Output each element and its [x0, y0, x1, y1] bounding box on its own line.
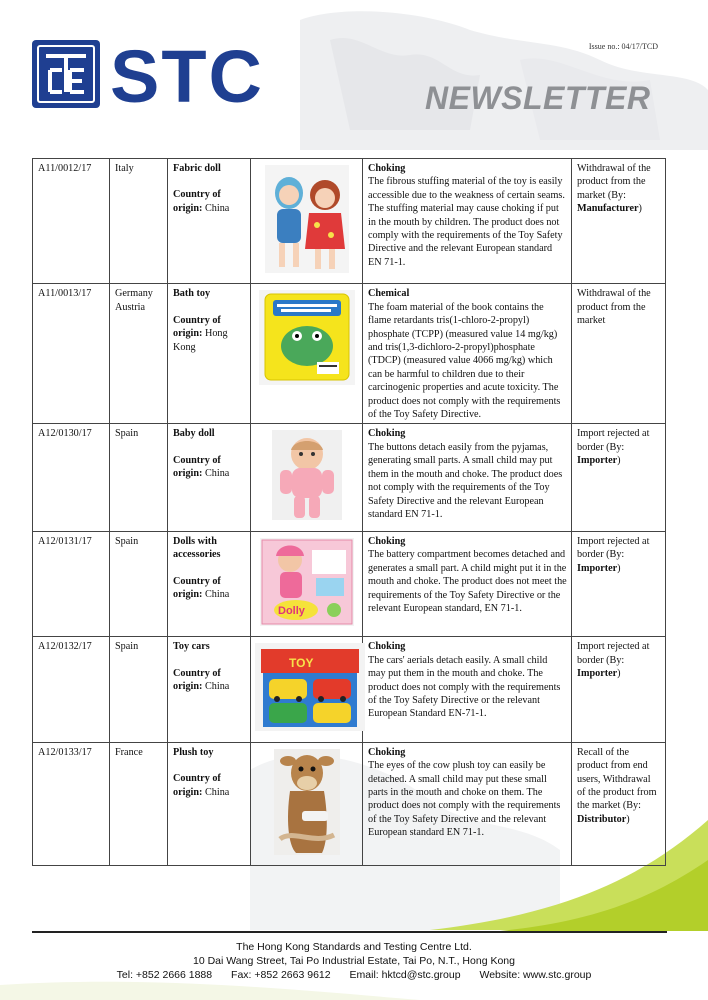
origin-line — [173, 314, 246, 354]
product-cell — [168, 159, 251, 284]
product-cell — [168, 531, 251, 636]
reference-number: A11/0012/17 — [33, 159, 110, 284]
measure-text: Import rejected at border (By: — [577, 535, 650, 561]
measure-text: Withdrawal of the product from the market — [577, 288, 651, 327]
origin-line — [173, 188, 246, 215]
reference-number: A12/0130/17 — [33, 424, 110, 531]
origin-line — [173, 575, 246, 602]
footer-address: 10 Dai Wang Street, Tai Po Industrial Estate, Tai Po, N.T., Hong Kong — [193, 955, 515, 967]
reference-number: A12/0132/17 — [33, 637, 110, 742]
measure-end: ) — [638, 203, 642, 215]
measure-end: ) — [617, 562, 621, 574]
product-image-cell — [251, 159, 363, 284]
svg-text:TOY: TOY — [289, 656, 314, 671]
risk-cell — [363, 424, 572, 531]
table-row — [33, 742, 666, 865]
notifying-country: Italy — [110, 159, 168, 284]
table-row — [33, 637, 666, 742]
measure-by: Importer — [577, 455, 618, 467]
bath-book-image — [259, 290, 355, 389]
origin-line — [173, 454, 246, 481]
origin-label: Country of origin: — [173, 667, 221, 693]
footer-contacts — [0, 968, 708, 982]
notifying-country: Germany Austria — [110, 284, 168, 424]
origin-label: Country of origin: — [173, 773, 221, 798]
product-name: Dolls with accessories — [173, 535, 221, 561]
newsletter-title: NEWSLETTER — [425, 80, 651, 116]
measure-cell — [572, 159, 666, 284]
baby-doll-image — [272, 430, 342, 524]
footer-divider — [32, 931, 667, 933]
table-row — [33, 424, 666, 531]
risk-cell — [363, 284, 572, 424]
product-cell — [168, 284, 251, 424]
reference-number: A11/0013/17 — [33, 284, 110, 424]
risk-type: Choking — [368, 428, 406, 440]
measure-end: ) — [617, 455, 621, 467]
notifying-country: Spain — [110, 637, 168, 742]
origin-country: Hong Kong — [173, 328, 228, 353]
measure-cell — [572, 531, 666, 636]
fabric-dolls-image — [265, 165, 349, 277]
svg-text:Dolly: Dolly — [277, 604, 305, 617]
issue-number: Issue no.: 04/17/TCD — [588, 42, 658, 51]
origin-country: China — [204, 468, 230, 480]
measure-text: Withdrawal of the product from the market (By: — [577, 163, 651, 201]
measure-text: Recall of the product from end users, Withdrawal of the product from the market (By: — [577, 746, 657, 812]
product-name: Plush toy — [173, 746, 214, 758]
table-row — [33, 284, 666, 424]
origin-country: China — [204, 681, 230, 693]
origin-country: China — [204, 589, 230, 601]
risk-description: The fibrous stuffing material of the toy is easily accessible due to the weakness of certain seams. The stuffing material may cause choking if put in the mouth by children. The product does not comply with the requirements of the Toy Safety Directive and the relevant European standard EN 71-1. — [368, 176, 565, 268]
risk-cell — [363, 742, 572, 865]
product-name: Fabric doll — [173, 163, 221, 174]
table-row — [33, 159, 666, 284]
product-image-cell — [251, 742, 363, 865]
footer — [0, 940, 708, 982]
measure-cell — [572, 284, 666, 424]
origin-label: Country of origin: — [173, 575, 221, 601]
product-name: Bath toy — [173, 288, 211, 300]
measure-cell — [572, 424, 666, 531]
notifying-country: Spain — [110, 424, 168, 531]
risk-type: Choking — [368, 535, 406, 547]
risk-cell — [363, 531, 572, 636]
stc-logo — [32, 40, 294, 108]
recall-table — [32, 158, 666, 866]
measure-text: Import rejected at border (By: — [577, 641, 650, 666]
origin-country: China — [204, 202, 230, 214]
risk-type: Chemical — [368, 288, 410, 300]
doll-set-image — [260, 538, 354, 630]
product-image-cell — [251, 284, 363, 424]
product-cell — [168, 637, 251, 742]
footer-company: The Hong Kong Standards and Testing Centre Ltd. — [236, 941, 472, 953]
reference-number: A12/0131/17 — [33, 531, 110, 636]
risk-description: The cars' aerials detach easily. A small child may put them in the mouth and choke. The product does not comply with the requirements of the Toy Safety Directive or the relevant European Standard EN-71-1. — [368, 654, 561, 720]
product-image-cell — [251, 424, 363, 531]
risk-cell — [363, 637, 572, 742]
risk-description: The buttons detach easily from the pyjamas, generating small parts. A small child may put them in the mouth and choke. The product does not comply with the requirements of the Toy Safety Directive and the relevant European standard EN 71-1. — [368, 441, 563, 520]
plush-cow-image — [274, 749, 340, 859]
footer-fax: Fax: +852 2663 9612 — [231, 969, 331, 981]
toy-cars-image — [255, 643, 365, 735]
measure-cell — [572, 637, 666, 742]
notifying-country: France — [110, 742, 168, 865]
logo-text: STC — [110, 40, 264, 108]
origin-label: Country of origin: — [173, 189, 221, 214]
measure-end: ) — [626, 813, 630, 825]
measure-cell — [572, 742, 666, 865]
table-row — [33, 531, 666, 636]
risk-description: The foam material of the book contains the flame retardants tris(1-chloro-2-propyl) phosphate (TCPP) (measured value 14 mg/kg) and tris(1,3-dichloro-2-propyl)phosphate (TDCP) (measured value 4066 mg/kg) which can be harmful to children due to their carcinogenic properties and acute toxicity. The product does not comply with the requirements of the Toy Safety Directive. — [368, 301, 561, 421]
risk-description: The eyes of the cow plush toy can easily be detached. A small child may put these small parts in the mouth and choke on them. The product does not comply with the requirements of the Toy Safety Directive and the relevant European standard EN 71-1. — [368, 760, 561, 839]
footer-website[interactable]: Website: www.stc.group — [479, 969, 592, 981]
origin-label: Country of origin: — [173, 314, 221, 340]
risk-type: Choking — [368, 641, 406, 653]
risk-type: Choking — [368, 746, 406, 758]
footer-tel: Tel: +852 2666 1888 — [116, 969, 213, 981]
measure-by: Distributor — [577, 813, 627, 825]
product-name: Baby doll — [173, 428, 215, 440]
reference-number: A12/0133/17 — [33, 742, 110, 865]
measure-by: Importer — [577, 668, 618, 680]
product-image-cell — [251, 531, 363, 636]
risk-description: The battery compartment becomes detached and generates a small part. A child might put it in the mouth and choke. The product does not meet the requirements of the Toy Safety Directive or the relevant European standard, EN 71-1. — [368, 549, 567, 614]
risk-type: Choking — [368, 163, 406, 174]
product-name: Toy cars — [173, 641, 210, 653]
origin-label: Country of origin: — [173, 454, 221, 480]
origin-line — [173, 772, 246, 799]
origin-line — [173, 667, 246, 694]
notifying-country: Spain — [110, 531, 168, 636]
measure-end: ) — [617, 668, 621, 680]
product-cell — [168, 424, 251, 531]
measure-by: Importer — [577, 562, 618, 574]
origin-country: China — [204, 786, 230, 798]
risk-cell — [363, 159, 572, 284]
measure-text: Import rejected at border (By: — [577, 428, 650, 453]
product-image-cell — [251, 637, 363, 742]
product-cell — [168, 742, 251, 865]
footer-email[interactable]: Email: hktcd@stc.group — [349, 969, 461, 981]
measure-by: Manufacturer — [577, 203, 639, 215]
